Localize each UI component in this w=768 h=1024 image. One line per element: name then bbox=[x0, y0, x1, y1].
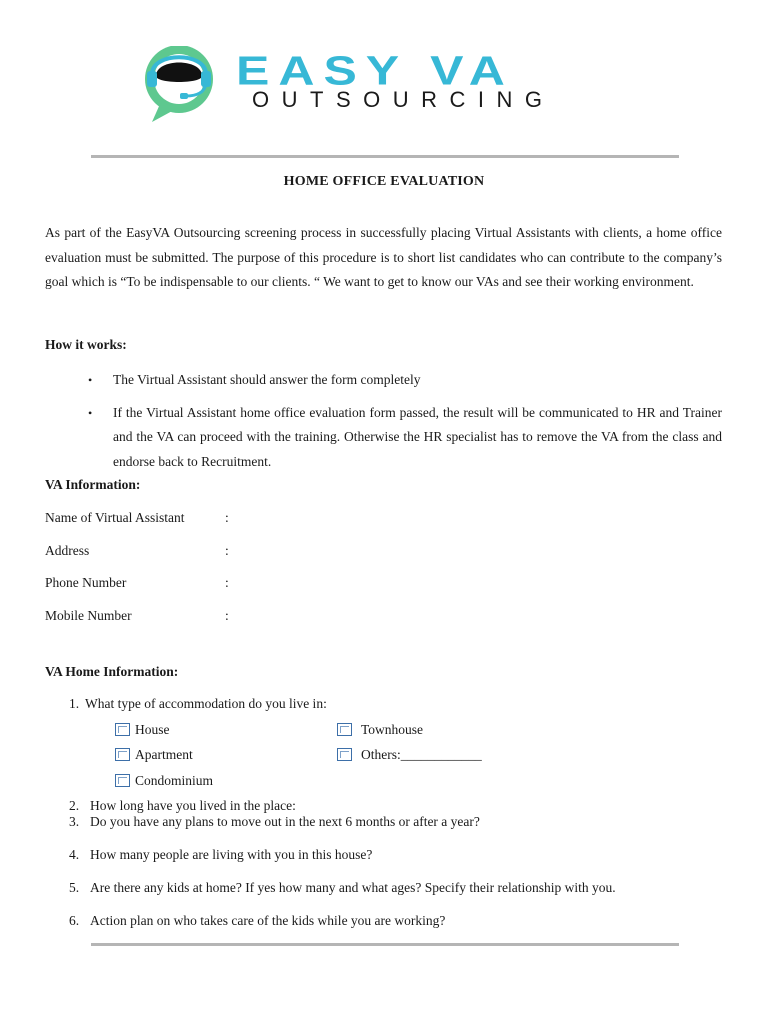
field-separator: : bbox=[225, 608, 229, 623]
question-text: Do you have any plans to move out in the next 6 months or after a year? bbox=[90, 814, 480, 829]
field-name-of-va[interactable] bbox=[45, 510, 229, 526]
field-label: Address bbox=[45, 543, 90, 558]
question-number: 6. bbox=[69, 913, 80, 928]
va-home-information-heading: VA Home Information: bbox=[45, 664, 179, 679]
question-number: 5. bbox=[69, 880, 80, 895]
field-label: Name of Virtual Assistant bbox=[45, 510, 185, 525]
how-it-works-heading: How it works: bbox=[45, 337, 127, 352]
question-text: Are there any kids at home? If yes how many and what ages? Specify their relationship with you. bbox=[90, 880, 616, 895]
question-number: 3. bbox=[69, 814, 80, 829]
checkbox-icon[interactable] bbox=[115, 748, 130, 761]
question-text: What type of accommodation do you live in: bbox=[85, 696, 327, 711]
company-logo bbox=[134, 46, 639, 124]
field-label: Phone Number bbox=[45, 575, 127, 590]
va-information-heading: VA Information: bbox=[45, 477, 141, 492]
question-number: 4. bbox=[69, 847, 80, 862]
checkbox-icon[interactable] bbox=[115, 723, 130, 736]
checkbox-icon[interactable] bbox=[337, 723, 352, 736]
checkbox-icon[interactable] bbox=[337, 748, 352, 761]
footer-divider bbox=[91, 943, 679, 946]
list-item: • The Virtual Assistant should answer the form completely bbox=[88, 368, 722, 393]
logo-word-outsourcing: OUTSOURCING bbox=[252, 87, 555, 112]
question-number: 2. bbox=[69, 798, 80, 813]
logo-word-easy-va: EASY VA bbox=[236, 47, 514, 94]
how-it-works-list bbox=[88, 368, 722, 482]
checkbox-icon[interactable] bbox=[115, 774, 130, 787]
question-text: How many people are living with you in this house? bbox=[90, 847, 373, 862]
field-separator: : bbox=[225, 510, 229, 525]
headset-avatar-icon bbox=[134, 46, 234, 124]
question-number: 1. bbox=[69, 696, 80, 711]
field-label: Mobile Number bbox=[45, 608, 132, 623]
question-text: How long have you lived in the place: bbox=[90, 798, 296, 813]
header-divider bbox=[91, 155, 679, 158]
document-page: EASY VA OUTSOURCING HOME OFFICE EVALUATION As part of the EasyVA Outsourcing screening process in successfully placing Virtual Assistants with clients, a home office evaluation must be submitted. The purpose of this procedure is to short list candidates who can contribute to the company’s goal which is “To be indispensable to our clients. “ We want to get to know our VAs and see their working environment. How it works: • The Virtual Assistant should answer the form completely • If the Virtual Assistant home office evaluation form passed, the result will be communicated to HR and Trainer and the VA can proceed with the training. Otherwise the HR specialist has to remove the VA from the class and endorse back to Recruitment. VA Information: Name of Virtual Assistant : Address : Phone Number : Mobile Number : VA Home Information: 1. What type of accommodation do you live in: House Townhouse Apartment Others:____________ Condominium 2. How long have you lived in the place: 3. Do you have any plans to move out in the next 6 months or after a year? 4. How many people are living with you in this house? 5. Are there any kids at home? If yes how many and what ages? Specify their relationship with you. 6. Action plan on who takes care of the kids while you are working? bbox=[0, 0, 768, 1024]
intro-paragraph: As part of the EasyVA Outsourcing screening process in successfully placing Virtual Assistants with clients, a home office evaluation must be submitted. The purpose of this procedure is to short list candidates who can contribute to the company’s goal which is “To be indispensable to our clients. “ We want to get to know our VAs and see their working environment. bbox=[45, 225, 722, 289]
field-separator: : bbox=[225, 575, 229, 590]
list-item: • If the Virtual Assistant home office evaluation form passed, the result will be communicated to HR and Trainer and the VA can proceed with the training. Otherwise the HR specialist has to remove the VA from the class and endorse back to Recruitment. bbox=[88, 401, 722, 475]
field-mobile-number[interactable] bbox=[45, 608, 229, 624]
question-text: Action plan on who takes care of the kids while you are working? bbox=[90, 913, 446, 928]
document-title: HOME OFFICE EVALUATION bbox=[283, 174, 485, 189]
field-phone-number[interactable] bbox=[45, 575, 229, 591]
field-separator: : bbox=[225, 543, 229, 558]
field-address[interactable] bbox=[45, 543, 229, 559]
